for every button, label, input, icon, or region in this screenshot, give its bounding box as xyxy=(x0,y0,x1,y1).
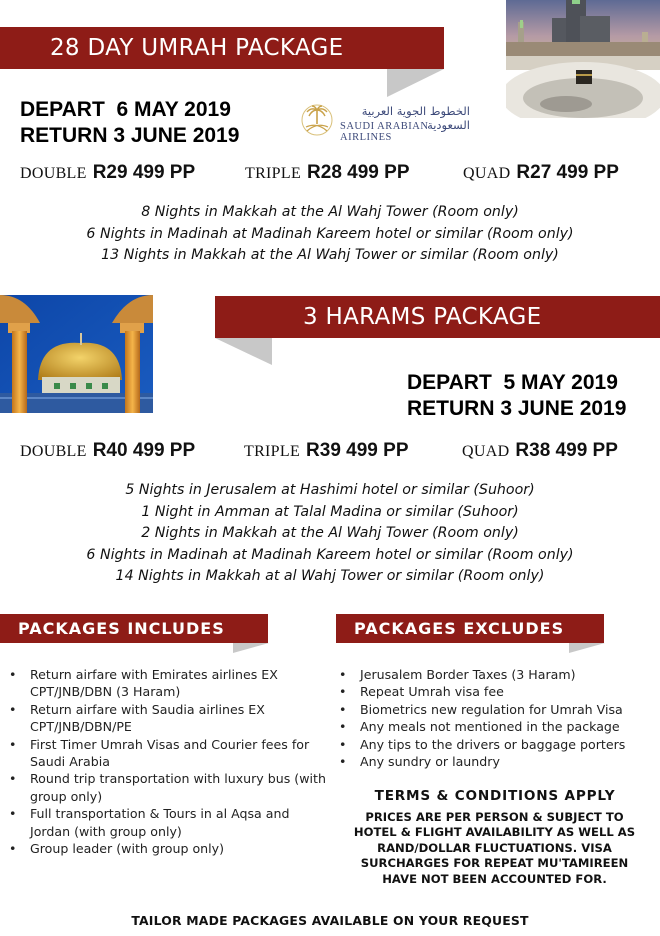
price-triple: TRIPLE R28 499 PP xyxy=(245,162,410,183)
itinerary-line: 13 Nights in Makkah at the Al Wahj Tower or similar (Room only) xyxy=(101,247,559,263)
banner-fold-shadow xyxy=(233,643,273,659)
includes-item: • Full transportation & Tours in al Aqsa and Jordan (with group only) xyxy=(0,805,330,840)
excludes-item: • Jerusalem Border Taxes (3 Haram) xyxy=(330,666,660,683)
includes-item: • Return airfare with Saudia airlines EX CPT/JNB/DBN/PE xyxy=(0,701,280,736)
makkah-kaaba-photo xyxy=(506,0,660,118)
price-quad: QUAD R38 499 PP xyxy=(462,440,618,461)
terms-heading: TERMS & CONDITIONS APPLY xyxy=(374,788,616,804)
banner-fold-shadow xyxy=(569,643,609,659)
itinerary-line: 1 Night in Amman at Talal Madina or similar (Suhoor) xyxy=(141,503,519,520)
excludes-item: • Biometrics new regulation for Umrah Visa xyxy=(330,701,660,718)
saudi-arabian-airlines-logo xyxy=(300,100,480,143)
excludes-title: PACKAGES EXCLUDES xyxy=(354,619,565,638)
excludes-list xyxy=(330,666,660,770)
price-double: DOUBLE R40 499 PP xyxy=(20,440,196,461)
package2-banner xyxy=(215,296,660,338)
itinerary-line: 6 Nights in Madinah at Madinah Kareem hotel or similar (Room only) xyxy=(86,225,574,242)
includes-item: • First Timer Umrah Visas and Courier fees for Saudi Arabia xyxy=(0,736,326,771)
package1-banner xyxy=(0,27,444,69)
package2-itinerary xyxy=(0,480,660,588)
includes-item: • Group leader (with group only) xyxy=(0,840,330,857)
includes-title: PACKAGES INCLUDES xyxy=(18,619,225,638)
package2-depart-date: DEPART 5 MAY 2019 xyxy=(407,371,618,394)
airline-name-arabic: الخطوط الجوية العربية السعودية xyxy=(361,104,470,132)
package1-depart-date: DEPART 6 MAY 2019 xyxy=(20,98,231,121)
excludes-item: • Any sundry or laundry xyxy=(330,753,660,770)
package1-return-date: RETURN 3 JUNE 2019 xyxy=(20,124,240,147)
includes-list xyxy=(0,666,330,857)
package2-title: 3 HARAMS PACKAGE xyxy=(303,304,542,330)
terms-body: PRICES ARE PER PERSON & SUBJECT TO HOTEL & FLIGHT AVAILABILITY AS WELL AS RAND/DOLLAR FLUCTUATIONS. VISA SURCHARGES FOR REPEAT MU'TAMIREEN HAVE NOT BEEN ACCOUNTED FOR. xyxy=(353,810,636,886)
includes-banner xyxy=(0,614,268,643)
price-triple: TRIPLE R39 499 PP xyxy=(244,440,409,461)
itinerary-line: 8 Nights in Makkah at the Al Wahj Tower (Room only) xyxy=(141,204,519,220)
excludes-item: • Repeat Umrah visa fee xyxy=(330,683,660,700)
airline-name-english: SAUDI ARABIAN AIRLINES xyxy=(340,121,429,143)
excludes-item: • Any meals not mentioned in the package xyxy=(330,718,660,735)
price-double: DOUBLE R29 499 PP xyxy=(20,162,196,183)
package1-title: 28 DAY UMRAH PACKAGE xyxy=(50,35,344,61)
excludes-banner xyxy=(336,614,604,643)
includes-item: • Round trip transportation with luxury bus (with group only) xyxy=(0,770,330,805)
price-quad: QUAD R27 499 PP xyxy=(463,162,619,183)
package1-itinerary xyxy=(0,202,660,267)
itinerary-line: 6 Nights in Madinah at Madinah Kareem hotel or similar (Room only) xyxy=(86,546,574,563)
itinerary-line: 5 Nights in Jerusalem at Hashimi hotel or similar (Suhoor) xyxy=(125,482,535,498)
package2-return-date: RETURN 3 JUNE 2019 xyxy=(407,397,627,420)
banner-fold-shadow xyxy=(387,69,447,99)
footer-tailor-made: TAILOR MADE PACKAGES AVAILABLE ON YOUR REQUEST xyxy=(131,913,529,928)
itinerary-line: 14 Nights in Makkah at al Wahj Tower or similar (Room only) xyxy=(115,568,545,584)
package1-dates xyxy=(20,97,239,149)
package2-dates xyxy=(407,370,626,422)
palm-swords-emblem-icon xyxy=(300,102,334,138)
includes-item: • Return airfare with Emirates airlines EX CPT/JNB/DBN (3 Haram) xyxy=(0,666,290,701)
itinerary-line: 2 Nights in Makkah at the Al Wahj Tower (Room only) xyxy=(141,525,519,541)
banner-fold-shadow xyxy=(215,338,275,368)
dome-of-the-rock-photo xyxy=(0,295,153,413)
excludes-item: • Any tips to the drivers or baggage porters xyxy=(330,736,660,753)
